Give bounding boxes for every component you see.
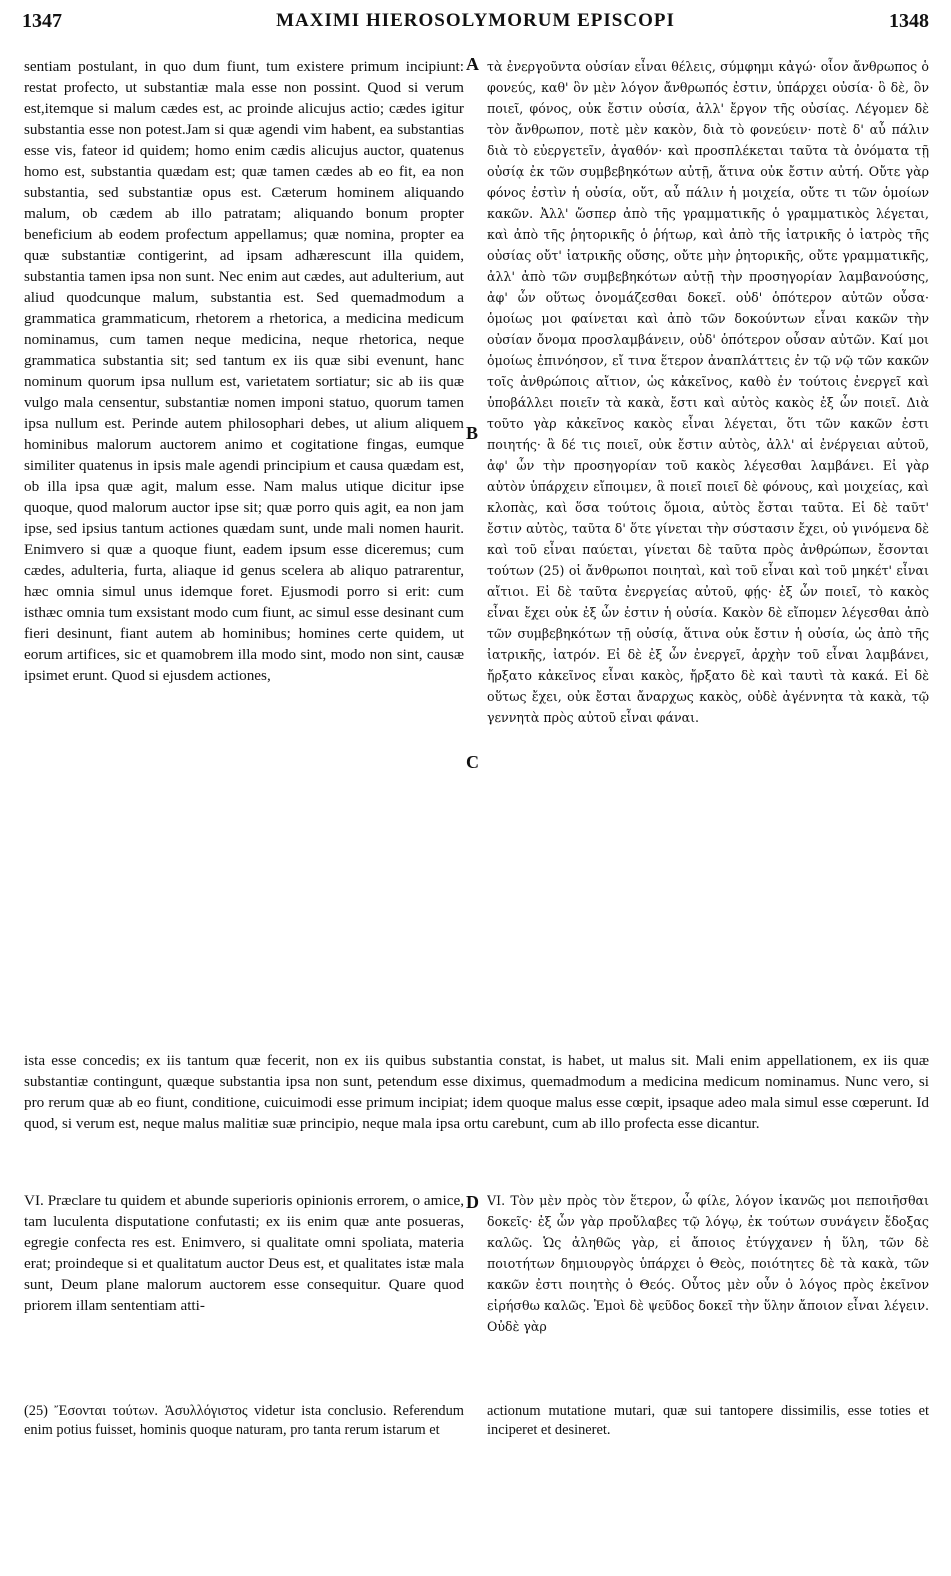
full-width-latin-text: ista esse concedis; ex iis tantum quæ fecerit, non ex iis quibus substantia constat, is habet, ut malus sit. Mali enim appellationem, ex iis quæ substantiæ contingunt, quæque substantia ipsa non sunt, petendum esse diximus, quemadmodum a medicina medicum nominamus. Nunc vero, si pro rerum quæ ab eo fiunt, conditione, cuicuimodi esse primum incipiat; idem quoque malus esse cœpit, ipsaque adeo mala simul esse cœperunt. Id quod, si verum est, neque malus malitiæ suæ principio, neque mala ipsa ortu carebunt, cum ab illo profecta esse dicantur.	[24, 1052, 929, 1132]
section-marker-b: B	[466, 423, 479, 443]
footnote-right: actionum mutatione mutari, quæ sui tantopere dissimilis, esse toties et inciperet et desineret.	[487, 1403, 929, 1438]
footnote-left: (25) Ἔσονται τούτων. Ἀσυλλόγιστος videtur ista conclusio. Referendum enim potius fuisset, hominis quoque naturam, pro tanta rerum istarum et	[24, 1403, 464, 1438]
running-title: MAXIMI HIEROSOLYMORUM EPISCOPI	[276, 10, 675, 31]
section-marker-d: D	[466, 1192, 479, 1212]
section-marker-a: A	[466, 54, 479, 74]
greek-column-text: τὰ ἐνεργοῦντα οὐσίαν εἶναι θέλεις, σύμφημι κἀγώ· οἷον ἄνθρωπος ὁ φονεύς, καθ' ὃν μὲν λόγον ἄνθρωπός ἐστιν, ὑπάρχει οὐσία· ὃ δὲ, ὃν ποιεῖ, φόνος, οὐκ ἔστιν οὐσία, ἀλλ' ἔργον τῆς οὐσίας. Λέγομεν δὲ τὸν ἄνθρωπον, ποτὲ μὲν κακὸν, διὰ τὸ φονεύειν· ποτὲ δ' αὖ πάλιν διὰ τὸ εὐεργετεῖν, ἀγαθόν· καὶ προσπλέκεται ταῦτα τὰ ὀνόματα τῇ οὐσίᾳ ἐκ τῶν συμβεβηκότων αὐτῇ, ἅτινα οὐκ ἔστιν αὐτή. Οὔτε γὰρ φόνος ἐστὶν ἡ οὐσία, οὔτ, αὖ πάλιν ἡ μοιχεία, οὔτε τι τῶν ὁμοίων κακῶν. Ἀλλ' ὥσπερ ἀπὸ τῆς γραμματικῆς ὁ γραμματικὸς λέγεται, καὶ ἀπὸ τῆς ῥητορικῆς ὁ ῥήτωρ, καὶ ἀπὸ τῆς ἰατρικῆς ὁ ἰατρὸς τῆς οὐσίας οὔτ' ἰατρικῆς οὔσης, οὔτε μὴν ῥητορικῆς, οὔτε γραμματικῆς, ἀλλ' ἀπὸ τῶν συμβεβηκότων αὐτῇ τὴν προσηγορίαν λαμβανούσης, ἀφ' ὧν οὕτως ὀνομάζεσθαι δοκεῖ. οὐδ' ὁπότερον αὐτῶν οὖσα· ὁμοίως μοι φαίνεται καὶ ἀπὸ τῶν δοκούντων εἶναι κακῶν τὴν οὐσίαν ὄνομα προσλαμβάνειν, οὐδ' ὁπότερον οὖσαν αὐτῶν. Καί μοι ὁμοίως ἐπινόησον, εἴ τινα ἕτερον ἀναπλάττεις ἐν τῷ νῷ τῶν κακῶν τοῖς ἀνθρώποις αἴτιον, ὡς κἀκεῖνος, καθὸ ἐν τούτοις ἐνεργεῖ καὶ ὑποβάλλει ποιεῖν τὰ κακὰ, ἔστι καὶ αὐτὸς κακὸς ἐξ ὧν ποιεῖ. Διὰ τοῦτο γὰρ κἀκεῖνος κακὸς εἶναι λέγεται, ὅτι τῶν κακῶν ἐστι ποιητής· ἃ δέ τις ποιεῖ, οὐκ ἔστιν αὐτὸς, ἀλλ' αἱ ἐνέργειαι αὐτοῦ, ἀφ' ὧν τὴν προσηγορίαν τοῦ κακὸς λέγεσθαι λαμβάνει. Εἰ γὰρ αὐτὸν ὑπάρχειν εἴποιμεν, ἃ ποιεῖ ποιεῖ δὲ φόνους, καὶ μοιχείας, καὶ κλοπὰς, καὶ ὅσα τούτοις ὅμοια, αὐτὸς ἔσται ταῦτα. Εἰ δὲ ταῦτ' ἔστιν αὐτὸς, ταῦτα δ' ὅτε γίνεται τὴν σύστασιν ἔχει, οὐ γινόμενα δὲ καὶ τοῦ εἶναι παύεται, γίνεται δὲ ταῦτα πρὸς ἀνθρώπων, ἔσονται τούτων (25) οἱ ἄνθρωποι ποιηταὶ, καὶ τοῦ εἶναι καὶ τοῦ μηκέτ' εἶναι αἴτιοι. Εἰ δὲ ταῦτα ἐνεργείας αὐτοῦ, φῄς· ἐξ ὧν ποιεῖ, τὸ κακὸς εἶναι ἔχει οὐκ ἐξ ὧν ἐστιν ἡ οὐσία. Κακὸν δὲ εἴπομεν λέγεσθαι ἀπὸ τῶν συμβεβηκότων τῇ οὐσίᾳ, ἅτινα οὐκ ἔστιν ἡ οὐσία, ὡς ἀπὸ τῆς ἰατρικῆς, ἰατρόν. Εἰ δὲ ἐξ ὧν ἐνεργεῖ, ἀρχὴν τοῦ εἶναι λαμβάνει, ἤρξατο κἀκεῖνος εἶναι κακὸς, ἤρξατο δὲ καὶ ταυτὶ τὰ κακά. Εἰ δὲ οὕτως ἔχει, οὐκ ἔσται ἄναρχως κακὸς, οὐδὲ ἀγέννητα τὰ κακὰ, τῷ γεννητὰ πρὸς αὐτοῦ εἶναι φάναι.	[487, 59, 929, 725]
column-number-left: 1347	[22, 10, 62, 32]
page-header	[0, 10, 951, 38]
greek-section-vi: VI. Τὸν μὲν πρὸς τὸν ἕτερον, ὦ φίλε, λόγον ἱκανῶς μοι πεποιῆσθαι δοκεῖς· ἐξ ὧν γὰρ προὔλαβες τῷ λόγῳ, ἐκ τούτων συνάγειν ἔδοξας καλῶς. Ὡς ἀληθῶς γὰρ, εἰ ἄποιος ἐτύγχανεν ἡ ὕλη, τῶν δὲ ποιοτήτων δημιουργὸς ὑπάρχει ὁ Θεὸς, ποιότητες δὲ τὰ κακὰ, τῶν κακῶν ἐστι ποιητὴς ὁ Θεός. Οὗτος μὲν οὖν ὁ λόγος πρὸς ἐκεῖνον εἰρήσθω καλῶς. Ἐμοὶ δὲ ψεῦδος δοκεῖ τὴν ὕλην ἄποιον εἶναι λέγειν. Οὐδὲ γὰρ	[487, 1193, 929, 1334]
latin-column-text: sentiam postulant, in quo dum fiunt, tum existere primum incipiunt: restat profecto, ut substantiæ mala esse non possint. Quod si verum est,itemque si malum cædes est, ac proinde alicujus actio; cædes igitur substantia esse non potest.Jam si quæ agendi vim habent, ea substantias esse vis, fateor id quidem; homo enim cædis alicujus auctor, quatenus homo est, substantia quædam est; quæ tamen cædes ab eo fit, ea non substantia, sed substantiæ opus est. Cæterum hominem aliquando malum, ob cædem ab illo patratam; aliquando bonum propter beneficium ab eodem profectum appellamus; quæ nomina, propter ea quæ substantiæ contigerint, ad ipsam adhærescunt illa quidem, substantia tamen ipsa non sunt. Nec enim aut cædes, aut adulterium, aut aliud quodcunque malum, substantia est. Sed quemadmodum a grammatica grammaticum, rhetorem a rhetorica, a medicina medicum nominamus, cum tamen neque medicina, neque rhetorica, neque grammatica substantia sit; sed tantum ex iis quæ sibi evenunt, hanc nominum quorum ipsa nullum est, varietatem sortiatur; sic ab iis quæ vulgo mala censentur, substantiæ nomen imponi statuo, quorum tamen ipsa nullum est. Perinde autem philosophari debes, ut alium aliquem hominibus malorum auctorem animo et cogitatione fingas, eumque similiter quatenus in ipsis male agendi principium et causa quædam est, ob illa ipsa quæ agit, malum esse. Nam malus utique dicitur ipse quoque, quod malorum auctor ipse sit; quæ porro quis agit, ea non jam ipse, sed ipsius tantum actiones quædam sunt, unde mali nomen haurit. Enimvero si quæ a quoque fiunt, eadem ipsum esse diceremus; cum cædes, adulteria, furta, aliaque id genus scelera ab aliquo patrarentur, hæc omnia simul unus idemque foret. Ejusmodi porro si erit: cum isthæc omnia tum exsistant modo cum fiunt, ac simul esse desinant cum fieri desinunt, fiant autem ab hominibus; homines certe quidem, ut eorum artifices, sic et quamobrem illa modo sint, modo non sint, causæ ipsimet erunt. Quod si ejusdem actiones,	[24, 58, 464, 684]
column-number-right: 1348	[889, 10, 929, 32]
section-marker-c: C	[466, 752, 479, 772]
latin-section-vi: VI. Præclare tu quidem et abunde superioris opinionis errorem, o amice, tam luculenta disputatione confutasti; ex iis enim quæ ante posueras, egregie confecta res est. Enimvero, si qualitate omni spoliata, materia erat; proindeque si et qualitatum auctor Deus est, et qualitates istæ mala sunt, Deum plane malorum auctorem esse consequitur. Quare quod priorem illam sententiam atti-	[24, 1192, 464, 1314]
